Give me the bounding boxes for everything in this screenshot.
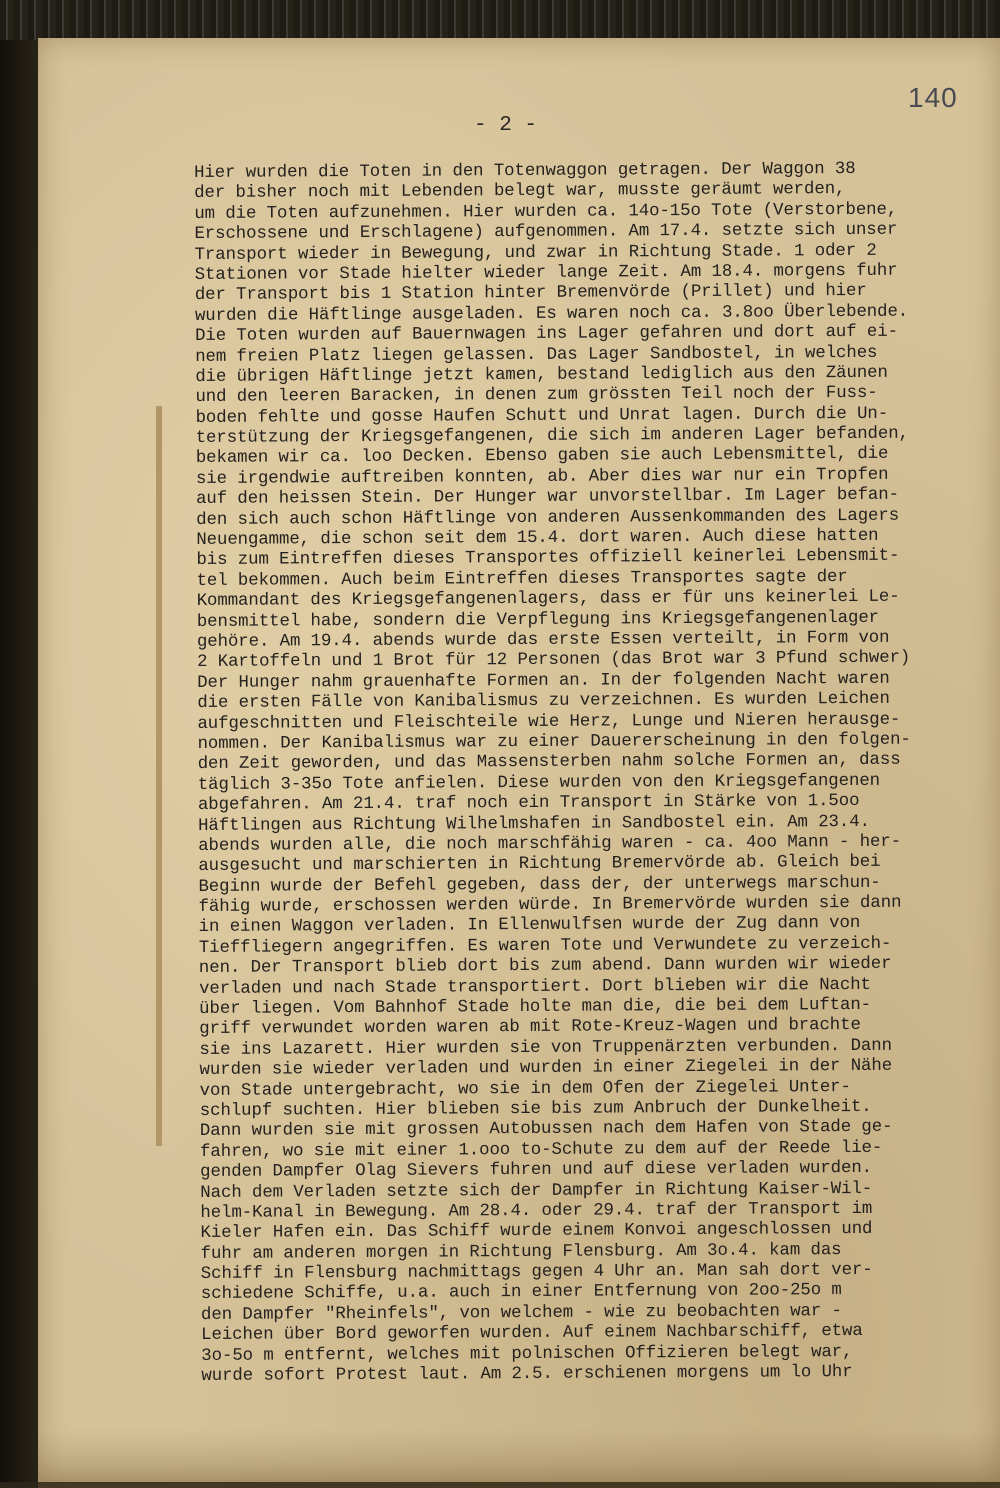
text-line: sie ins Lazarett. Hier wurden sie von Truppenärzten verbunden. Dann bbox=[199, 1036, 892, 1060]
text-line: Hier wurden die Toten in den Totenwaggon getragen. Der Waggon 38 bbox=[194, 159, 856, 183]
text-line: über liegen. Vom Bahnhof Stade holte man die, die bei dem Luftan- bbox=[199, 995, 872, 1019]
text-line: sie irgendwie auftreiben konnten, ab. Aber dies war nur ein Tropfen bbox=[195, 465, 889, 489]
text-line: Die Toten wurden auf Bauernwagen ins Lager gefahren und dort auf ei- bbox=[194, 322, 898, 347]
text-line: schiedene Schiffe, u.a. auch in einer Entfernung von 2oo-25o m bbox=[200, 1281, 842, 1305]
text-line: Stationen vor Stade hielter wieder lange Zeit. Am 18.4. morgens fuhr bbox=[194, 261, 898, 285]
text-line: Kieler Hafen ein. Das Schiff wurde einem Konvoi angeschlossen und bbox=[200, 1220, 873, 1244]
text-line: 2 Kartoffeln und 1 Brot für 12 Personen (das Brot war 3 Pfund schwer) bbox=[196, 649, 911, 673]
text-line: fuhr am anderen morgen in Richtung Flensburg. Am 3o.4. kam das bbox=[200, 1240, 842, 1264]
folio-number: 140 bbox=[908, 82, 958, 113]
text-line: fahren, wo sie mit einer 1.ooo to-Schute zu dem auf der Reede lie- bbox=[199, 1138, 883, 1162]
text-line: 3o-5o m entfernt, welches mit polnischen Offizieren belegt war, bbox=[201, 1342, 853, 1366]
text-line: bekamen wir ca. loo Decken. Ebenso gaben sie auch Lebensmittel, die bbox=[195, 445, 889, 469]
text-line: terstützung der Kriegsgefangenen, die sich im anderen Lager befanden, bbox=[195, 424, 909, 449]
text-line: der bisher noch mit Lebenden belegt war, musste geräumt werden, bbox=[194, 180, 846, 204]
text-line: der Transport bis 1 Station hinter Bremenvörde (Prillet) und hier bbox=[194, 282, 867, 306]
text-line: verladen und nach Stade transportiert. Dort blieben wir die Nacht bbox=[198, 975, 871, 999]
text-line: nommen. Der Kanibalismus war zu einer Dauererscheinung in den folgen- bbox=[197, 730, 911, 754]
text-line: schlupf suchten. Hier blieben sie bis zum Anbruch der Dunkelheit. bbox=[199, 1097, 872, 1121]
text-line: täglich 3-35o Tote anfielen. Diese wurden von den Kriegsgefangenen bbox=[197, 771, 881, 795]
text-line: wurde sofort Protest laut. Am 2.5. erschienen morgens um lo Uhr bbox=[201, 1363, 853, 1387]
text-line: nem freien Platz liegen gelassen. Das Lager Sandbostel, in welches bbox=[195, 343, 878, 367]
scan-left-border bbox=[0, 40, 40, 1482]
text-line: Tieffliegern angegriffen. Es waren Tote und Verwundete zu verzeich- bbox=[198, 934, 892, 958]
text-line: abends wurden alle, die noch marschfähig waren - ca. 4oo Mann - her- bbox=[198, 832, 902, 856]
margin-tape-mark bbox=[156, 406, 162, 1146]
text-line: von Stade untergebracht, wo sie in dem Ofen der Ziegelei Unter- bbox=[199, 1077, 851, 1101]
page-fold-shadow bbox=[38, 1428, 1000, 1488]
text-line: bis zum Eintreffen dieses Transportes offiziell keinerlei Lebensmit- bbox=[196, 547, 900, 571]
text-line: Der Hunger nahm grauenhafte Formen an. In der folgenden Nacht waren bbox=[197, 669, 890, 693]
text-line: wurden die Häftlinge ausgeladen. Es waren noch ca. 3.8oo Überlebende. bbox=[194, 302, 909, 326]
text-line: abgefahren. Am 21.4. traf noch ein Transport in Stärke von 1.5oo bbox=[197, 792, 860, 816]
text-line: Dann wurden sie mit grossen Autobussen nach dem Hafen von Stade ge- bbox=[199, 1118, 893, 1142]
text-line: den Zeit geworden, und das Massensterben nahm solche Formen an, dass bbox=[197, 751, 901, 775]
text-line: die übrigen Häftlinge jetzt kamen, bestand lediglich aus den Zäunen bbox=[195, 363, 888, 387]
text-line: Neuengamme, die schon seit dem 15.4. dort waren. Auch diese hatten bbox=[196, 526, 879, 551]
text-line: Kommandant des Kriegsgefangenenlagers, dass er für uns keinerlei Le- bbox=[196, 587, 900, 612]
text-line: gehöre. Am 19.4. abends wurde das erste Essen verteilt, in Form von bbox=[196, 628, 890, 652]
typewritten-page bbox=[38, 38, 1000, 1482]
text-line: nen. Der Transport blieb dort bis zum abend. Dann wurden wir wieder bbox=[198, 954, 892, 979]
text-line: ausgesucht und marschierten in Richtung Bremervörde ab. Gleich bei bbox=[198, 853, 881, 877]
text-line: griff verwundet worden waren ab mit Rote-Kreuz-Wagen und brachte bbox=[199, 1016, 861, 1040]
text-line: boden fehlte und gosse Haufen Schutt und Unrat lagen. Durch die Un- bbox=[195, 404, 889, 428]
text-line: die ersten Fälle von Kanibalismus zu verzeichnen. Es wurden Leichen bbox=[197, 689, 890, 714]
text-line: Nach dem Verladen setzte sich der Dampfer in Richtung Kaiser-Wil- bbox=[200, 1179, 873, 1203]
text-line: den sich auch schon Häftlinge von anderen Aussenkommanden des Lagers bbox=[196, 506, 900, 530]
text-line: helm-Kanal in Bewegung. Am 28.4. oder 29.4. traf der Transport im bbox=[200, 1199, 873, 1223]
text-line: aufgeschnitten und Fleischteile wie Herz, Lunge und Nieren herausge- bbox=[197, 710, 901, 734]
text-line: um die Toten aufzunehmen. Hier wurden ca. 14o-15o Tote (Verstorbene, bbox=[194, 200, 898, 224]
text-line: wurden sie wieder verladen und wurden in einer Ziegelei in der Nähe bbox=[199, 1056, 893, 1081]
page-number: - 2 - bbox=[474, 114, 538, 137]
text-line: bensmittel habe, sondern die Verpflegung ins Kriegsgefangenenlager bbox=[196, 608, 880, 632]
text-line: auf den heissen Stein. Der Hunger war unvorstellbar. Im Lager befan- bbox=[195, 485, 899, 510]
text-line: den Dampfer "Rheinfels", von welchem - wie zu beobachten war - bbox=[200, 1301, 842, 1325]
text-line: in einen Waggon verladen. In Ellenwulfsen wurde der Zug dann von bbox=[198, 914, 861, 938]
text-line: genden Dampfer Olag Sievers fuhren und auf diese verladen wurden. bbox=[200, 1159, 873, 1183]
text-line: Schiff in Flensburg nachmittags gegen 4 Uhr an. Man sah dort ver- bbox=[200, 1260, 873, 1285]
text-line: Erschossene und Erschlagene) aufgenommen. Am 17.4. setzte sich unser bbox=[194, 220, 898, 245]
text-line: Leichen über Bord geworfen wurden. Auf einem Nachbarschiff, etwa bbox=[201, 1322, 863, 1346]
text-line: Beginn wurde der Befehl gegeben, dass der, der unterwegs marschun- bbox=[198, 873, 881, 897]
text-line: Häftlingen aus Richtung Wilhelmshafen in Sandbostel ein. Am 23.4. bbox=[197, 812, 870, 836]
text-line: tel bekommen. Auch beim Eintreffen dieses Transportes sagte der bbox=[196, 567, 848, 591]
text-line: und den leeren Baracken, in denen zum grössten Teil noch der Fuss- bbox=[195, 384, 878, 408]
text-line: Transport wieder in Bewegung, und zwar in Richtung Stade. 1 oder 2 bbox=[194, 241, 877, 265]
body-text bbox=[194, 159, 1000, 1387]
text-line: fähig wurde, erschossen werden würde. In Bremervörde wurden sie dann bbox=[198, 893, 902, 918]
